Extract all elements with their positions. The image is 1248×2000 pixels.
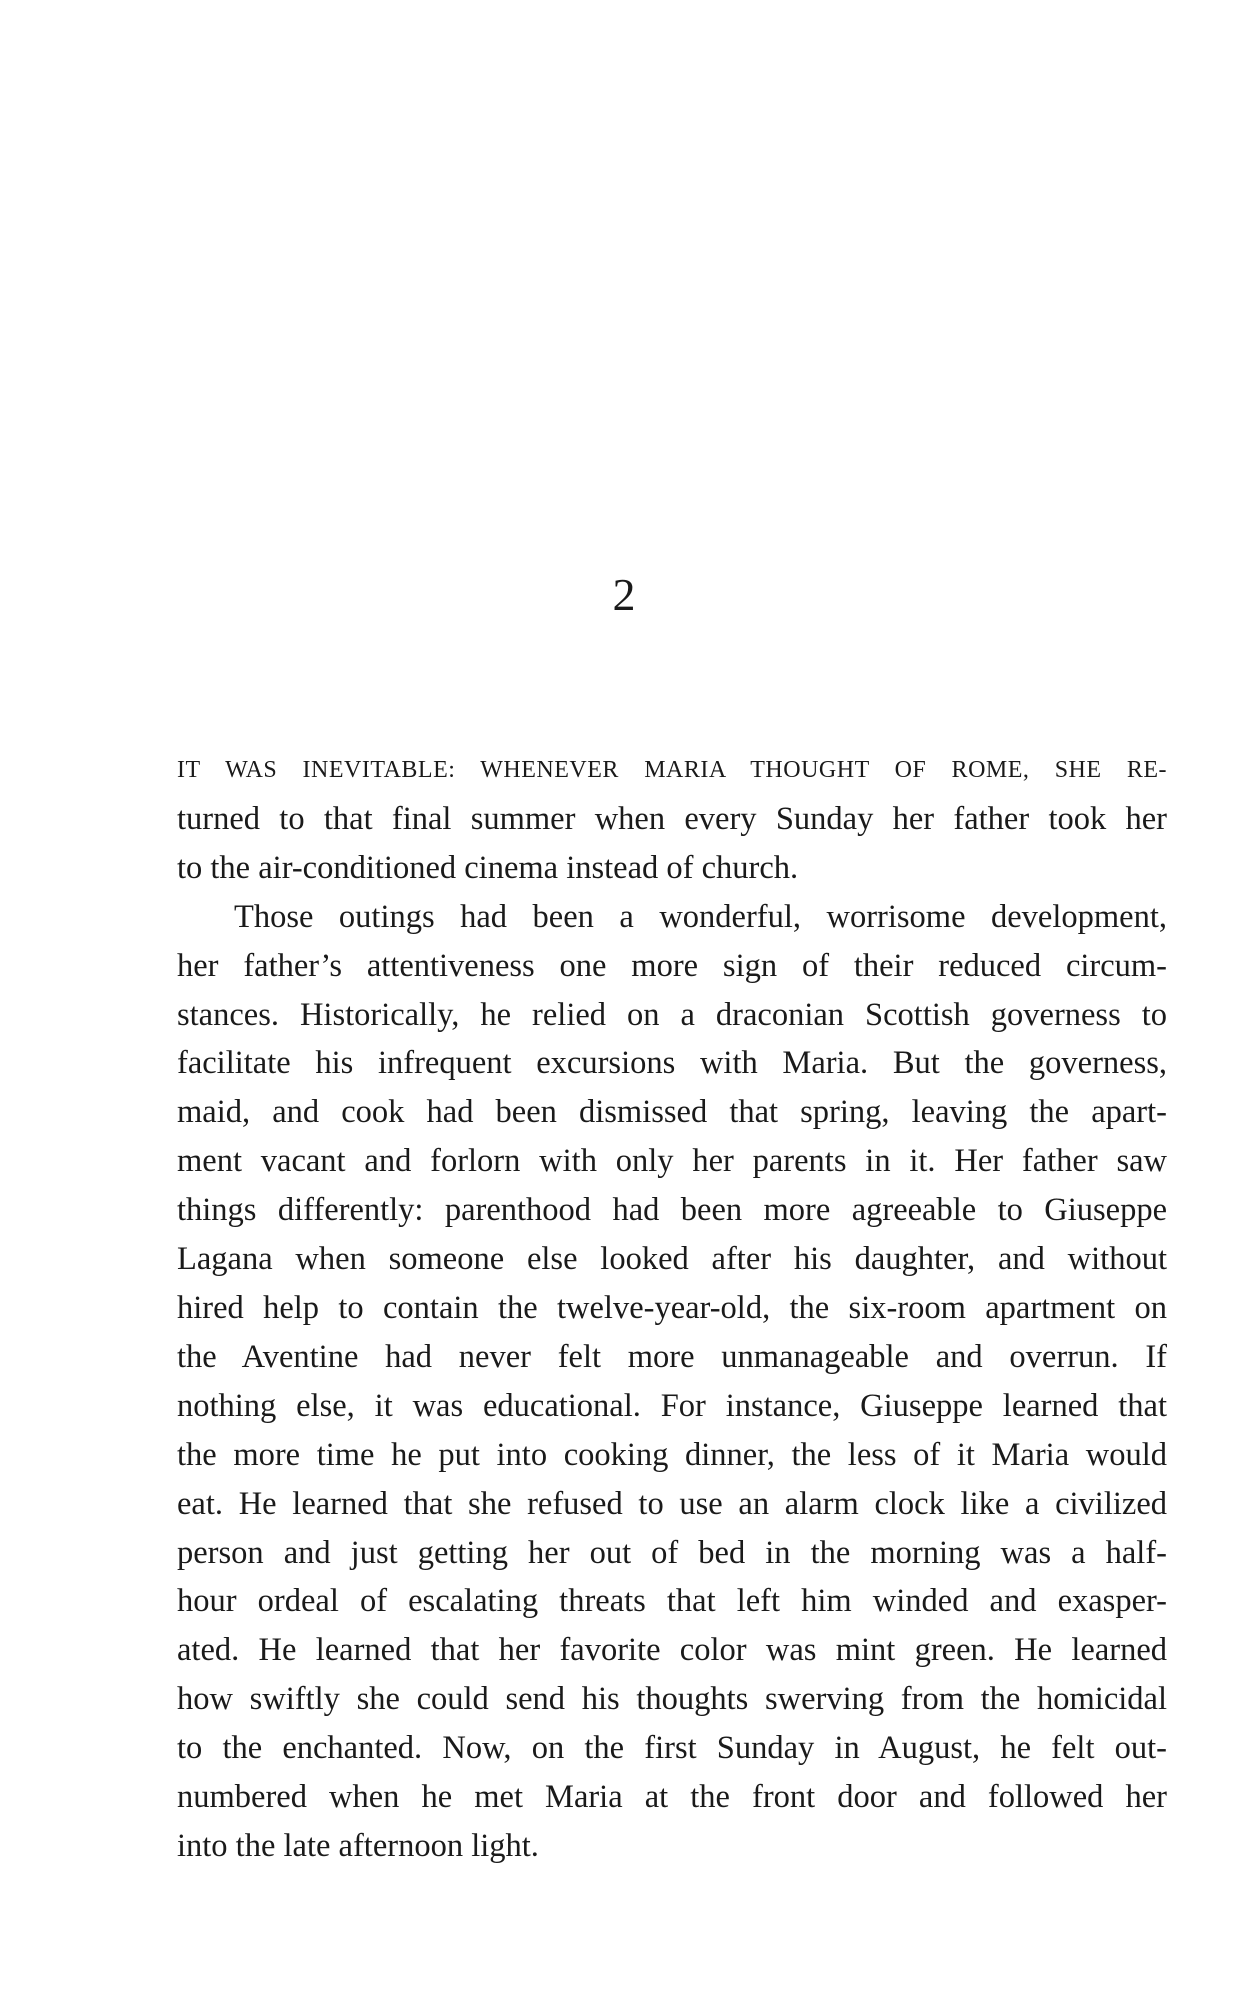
text-line: ment vacant and forlorn with only her parents in it. Her father saw	[177, 1143, 1167, 1180]
text-line: hired help to contain the twelve-year-old, the six-room apartment on	[177, 1289, 1167, 1326]
text-line: stances. Historically, he relied on a draconian Scottish governess to	[177, 996, 1167, 1033]
text-line: nothing else, it was educational. For instance, Giuseppe learned that	[177, 1387, 1167, 1424]
text-line: things differently: parenthood had been more agreeable to Giuseppe	[177, 1192, 1167, 1229]
opening-line-small-caps: IT WAS INEVITABLE: WHENEVER MARIA THOUGHT OF ROME, SHE RE-	[177, 757, 1167, 783]
chapter-body-text	[177, 746, 1167, 1871]
text-line: maid, and cook had been dismissed that spring, leaving the apart-	[177, 1094, 1167, 1131]
text-line: ated. He learned that her favorite color was mint green. He learned	[177, 1632, 1167, 1669]
text-line: her father’s attentiveness one more sign of their reduced circum-	[177, 947, 1167, 984]
chapter-number: 2	[612, 569, 636, 620]
text-line: Lagana when someone else looked after his daughter, and without	[177, 1241, 1167, 1278]
paragraph-start-line: Those outings had been a wonderful, worrisome development,	[234, 898, 1167, 935]
text-line: into the late afternoon light.	[177, 1827, 539, 1864]
text-line: numbered when he met Maria at the front door and followed her	[177, 1779, 1167, 1816]
text-line: hour ordeal of escalating threats that left him winded and exasper-	[177, 1583, 1167, 1620]
text-line: person and just getting her out of bed in the morning was a half-	[177, 1534, 1167, 1571]
text-line: the more time he put into cooking dinner, the less of it Maria would	[177, 1436, 1167, 1473]
text-line: to the air-conditioned cinema instead of church.	[177, 849, 799, 886]
text-line: turned to that final summer when every Sunday her father took her	[177, 800, 1167, 837]
text-line: eat. He learned that she refused to use an alarm clock like a civilized	[177, 1485, 1167, 1522]
text-line: facilitate his infrequent excursions with Maria. But the governess,	[177, 1045, 1167, 1082]
text-line: how swiftly she could send his thoughts swerving from the homicidal	[177, 1681, 1167, 1718]
text-line: to the enchanted. Now, on the first Sunday in August, he felt out-	[177, 1730, 1167, 1767]
text-line: the Aventine had never felt more unmanageable and overrun. If	[177, 1338, 1167, 1375]
